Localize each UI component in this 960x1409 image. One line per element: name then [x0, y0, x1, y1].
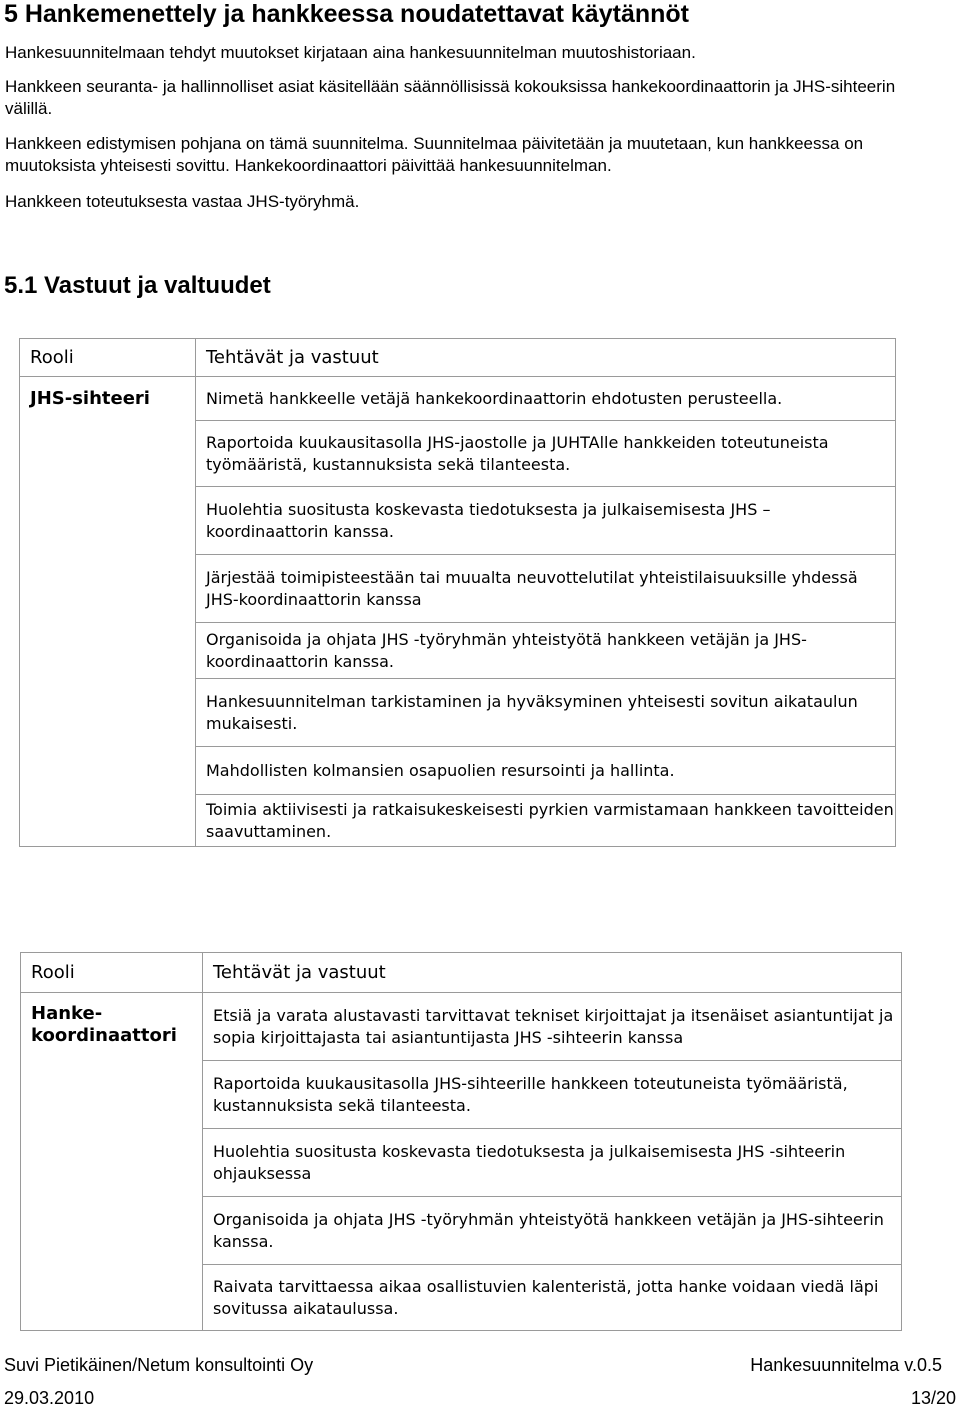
role-name-line2: koordinaattori — [31, 1025, 177, 1046]
footer-page-number: 13/20 — [910, 1388, 956, 1408]
paragraph-meetings: Hankkeen seuranta- ja hallinnolliset asiat käsitellään säännöllisissä kokouksissa hankekoordinaattorin ja JHS-sihteerin välillä. — [5, 77, 896, 118]
subsection-title: 5.1 Vastuut ja valtuudet — [4, 272, 271, 299]
role-cell — [20, 377, 196, 847]
task-cell: Organisoida ja ohjata JHS -työryhmän yhteistyötä hankkeen vetäjän ja JHS-sihteerin kanssa. — [203, 1197, 902, 1265]
header-tasks: Tehtävät ja vastuut — [196, 339, 896, 377]
table-row — [21, 993, 902, 1061]
section-title: 5 Hankemenettely ja hankkeessa noudatettavat käytännöt — [4, 0, 689, 28]
task-cell: Nimetä hankkeelle vetäjä hankekoordinaattorin ehdotusten perusteella. — [196, 377, 896, 421]
role-name: JHS-sihteeri — [30, 388, 150, 409]
header-role: Rooli — [21, 953, 203, 993]
task-cell: Raivata tarvittaessa aikaa osallistuvien kalenteristä, jotta hanke voidaan viedä läpi sovitussa aikataulussa. — [203, 1265, 902, 1331]
paragraph-progress: Hankkeen edistymisen pohjana on tämä suunnitelma. Suunnitelmaa päivitetään ja muutetaan, kun hankkeessa on muutoksista yhteisesti sovittu. Hankekoordinaattori päivittää hankesuunnitelman. — [5, 134, 864, 175]
task-cell: Raportoida kuukausitasolla JHS-jaostolle ja JUHTAlle hankkeiden toteutuneista työmääristä, kustannuksista sekä tilanteesta. — [196, 421, 896, 487]
role-name-line1: Hanke- — [31, 1003, 103, 1024]
task-cell: Raportoida kuukausitasolla JHS-sihteerille hankkeen toteutuneista työmääristä, kustannuksista sekä tilanteesta. — [203, 1061, 902, 1129]
task-cell: Huolehtia suositusta koskevasta tiedotuksesta ja julkaisemisesta JHS -sihteerin ohjauksessa — [203, 1129, 902, 1197]
responsibility-table-secretary — [19, 338, 896, 847]
paragraph-history: Hankesuunnitelmaan tehdyt muutokset kirjataan aina hankesuunnitelman muutoshistoriaan. — [5, 43, 696, 62]
task-cell: Järjestää toimipisteestään tai muualta neuvottelutilat yhteistilaisuuksille yhdessä JHS-koordinaattorin kanssa — [196, 555, 896, 623]
task-cell: Mahdollisten kolmansien osapuolien resursointi ja hallinta. — [196, 747, 896, 795]
table-header-row — [20, 339, 896, 377]
task-cell: Huolehtia suositusta koskevasta tiedotuksesta ja julkaisemisesta JHS – koordinaattorin kanssa. — [196, 487, 896, 555]
task-cell: Organisoida ja ohjata JHS -työryhmän yhteistyötä hankkeen vetäjän ja JHS-koordinaattorin kanssa. — [196, 623, 896, 679]
header-tasks: Tehtävät ja vastuut — [203, 953, 902, 993]
task-cell: Etsiä ja varata alustavasti tarvittavat tekniset kirjoittajat ja itsenäiset asiantuntijat ja sopia kirjoittajasta tai asiantuntijasta JHS -sihteerin kanssa — [203, 993, 902, 1061]
role-cell — [21, 993, 203, 1331]
task-cell: Hankesuunnitelman tarkistaminen ja hyväksyminen yhteisesti sovitun aikataulun mukaisesti. — [196, 679, 896, 747]
paragraph-responsibility: Hankkeen toteutuksesta vastaa JHS-työryhmä. — [5, 192, 360, 211]
responsibility-table-coordinator — [20, 952, 902, 1331]
task-cell: Toimia aktiivisesti ja ratkaisukeskeisesti pyrkien varmistamaan hankkeen tavoitteiden saavuttaminen. — [196, 795, 896, 847]
table-row — [20, 377, 896, 421]
table-header-row — [21, 953, 902, 993]
header-role: Rooli — [20, 339, 196, 377]
footer-document: Hankesuunnitelma v.0.5 — [750, 1355, 942, 1375]
footer-author: Suvi Pietikäinen/Netum konsultointi Oy — [4, 1355, 314, 1375]
footer-date: 29.03.2010 — [4, 1388, 95, 1408]
